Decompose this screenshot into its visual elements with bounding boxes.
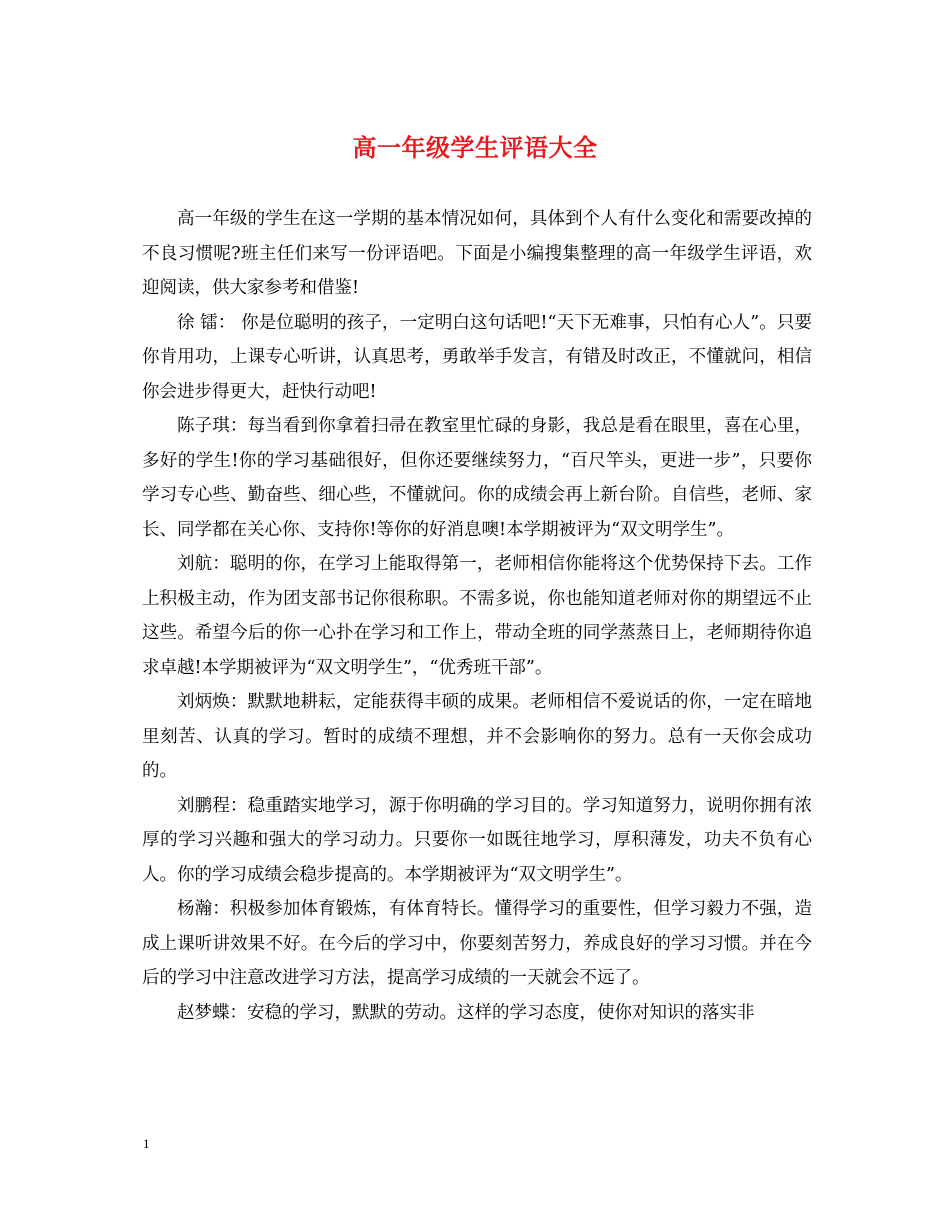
- paragraph-comment: 刘航：聪明的你，在学习上能取得第一，老师相信你能将这个优势保持下去。工作上积极主动，作为团支部书记你很称职。不需多说，你也能知道老师对你的期望远不止这些。希望今后的你一心扑在学习和工作上，带动全班的同学蒸蒸日上，老师期待你追求卓越!本学期被评为“双文明学生”，“优秀班干部”。: [142, 554, 812, 678]
- page-number: 1: [143, 1136, 150, 1151]
- page-title: 高一年级学生评语大全: [352, 133, 598, 162]
- paragraph-comment: 刘炳焕：默默地耕耘，定能获得丰硕的成果。老师相信不爱说话的你，一定在暗地里刻苦、认真的学习。暂时的成绩不理想，并不会影响你的努力。总有一天你会成功的。: [142, 692, 812, 781]
- paragraph-comment: 赵梦蝶：安稳的学习，默默的劳动。这样的学习态度，使你对知识的落实非: [177, 1002, 755, 1023]
- paragraph-comment: 陈子琪：每当看到你拿着扫帚在教室里忙碌的身影，我总是看在眼里，喜在心里，多好的学生!你的学习基础很好，但你还要继续努力，“百尺竿头，更进一步”，只要你学习专心些、勤奋些、细心些，不懂就问。你的成绩会再上新台阶。自信些，老师、家长、同学都在关心你、支持你!等你的好消息噢!本学期被评为“双文明学生”。: [142, 416, 812, 540]
- paragraph-comment: 刘鹏程：稳重踏实地学习，源于你明确的学习目的。学习知道努力，说明你拥有浓厚的学习兴趣和强大的学习动力。只要你一如既往地学习，厚积薄发，功夫不负有心人。你的学习成绩会稳步提高的。本学期被评为“双文明学生”。: [142, 795, 812, 885]
- paragraph-intro: 高一年级的学生在这一学期的基本情况如何，具体到个人有什么变化和需要改掉的不良习惯呢?班主任们来写一份评语吧。下面是小编搜集整理的高一年级学生评语，欢迎阅读，供大家参考和借鉴!: [142, 209, 812, 298]
- document-body: [142, 202, 812, 1030]
- paragraph-comment: 杨瀚：积极参加体育锻炼，有体育特长。懂得学习的重要性，但学习毅力不强，造成上课听讲效果不好。在今后的学习中，你要刻苦努力，养成良好的学习习惯。并在今后的学习中注意改进学习方法，提高学习成绩的一天就会不远了。: [142, 899, 812, 988]
- paragraph-comment: 徐 镭： 你是位聪明的孩子，一定明白这句话吧!“天下无难事，只怕有心人”。只要你肯用功，上课专心听讲，认真思考，勇敢举手发言，有错及时改正，不懂就问，相信你会进步得更大，赶快行动吧!: [142, 312, 812, 402]
